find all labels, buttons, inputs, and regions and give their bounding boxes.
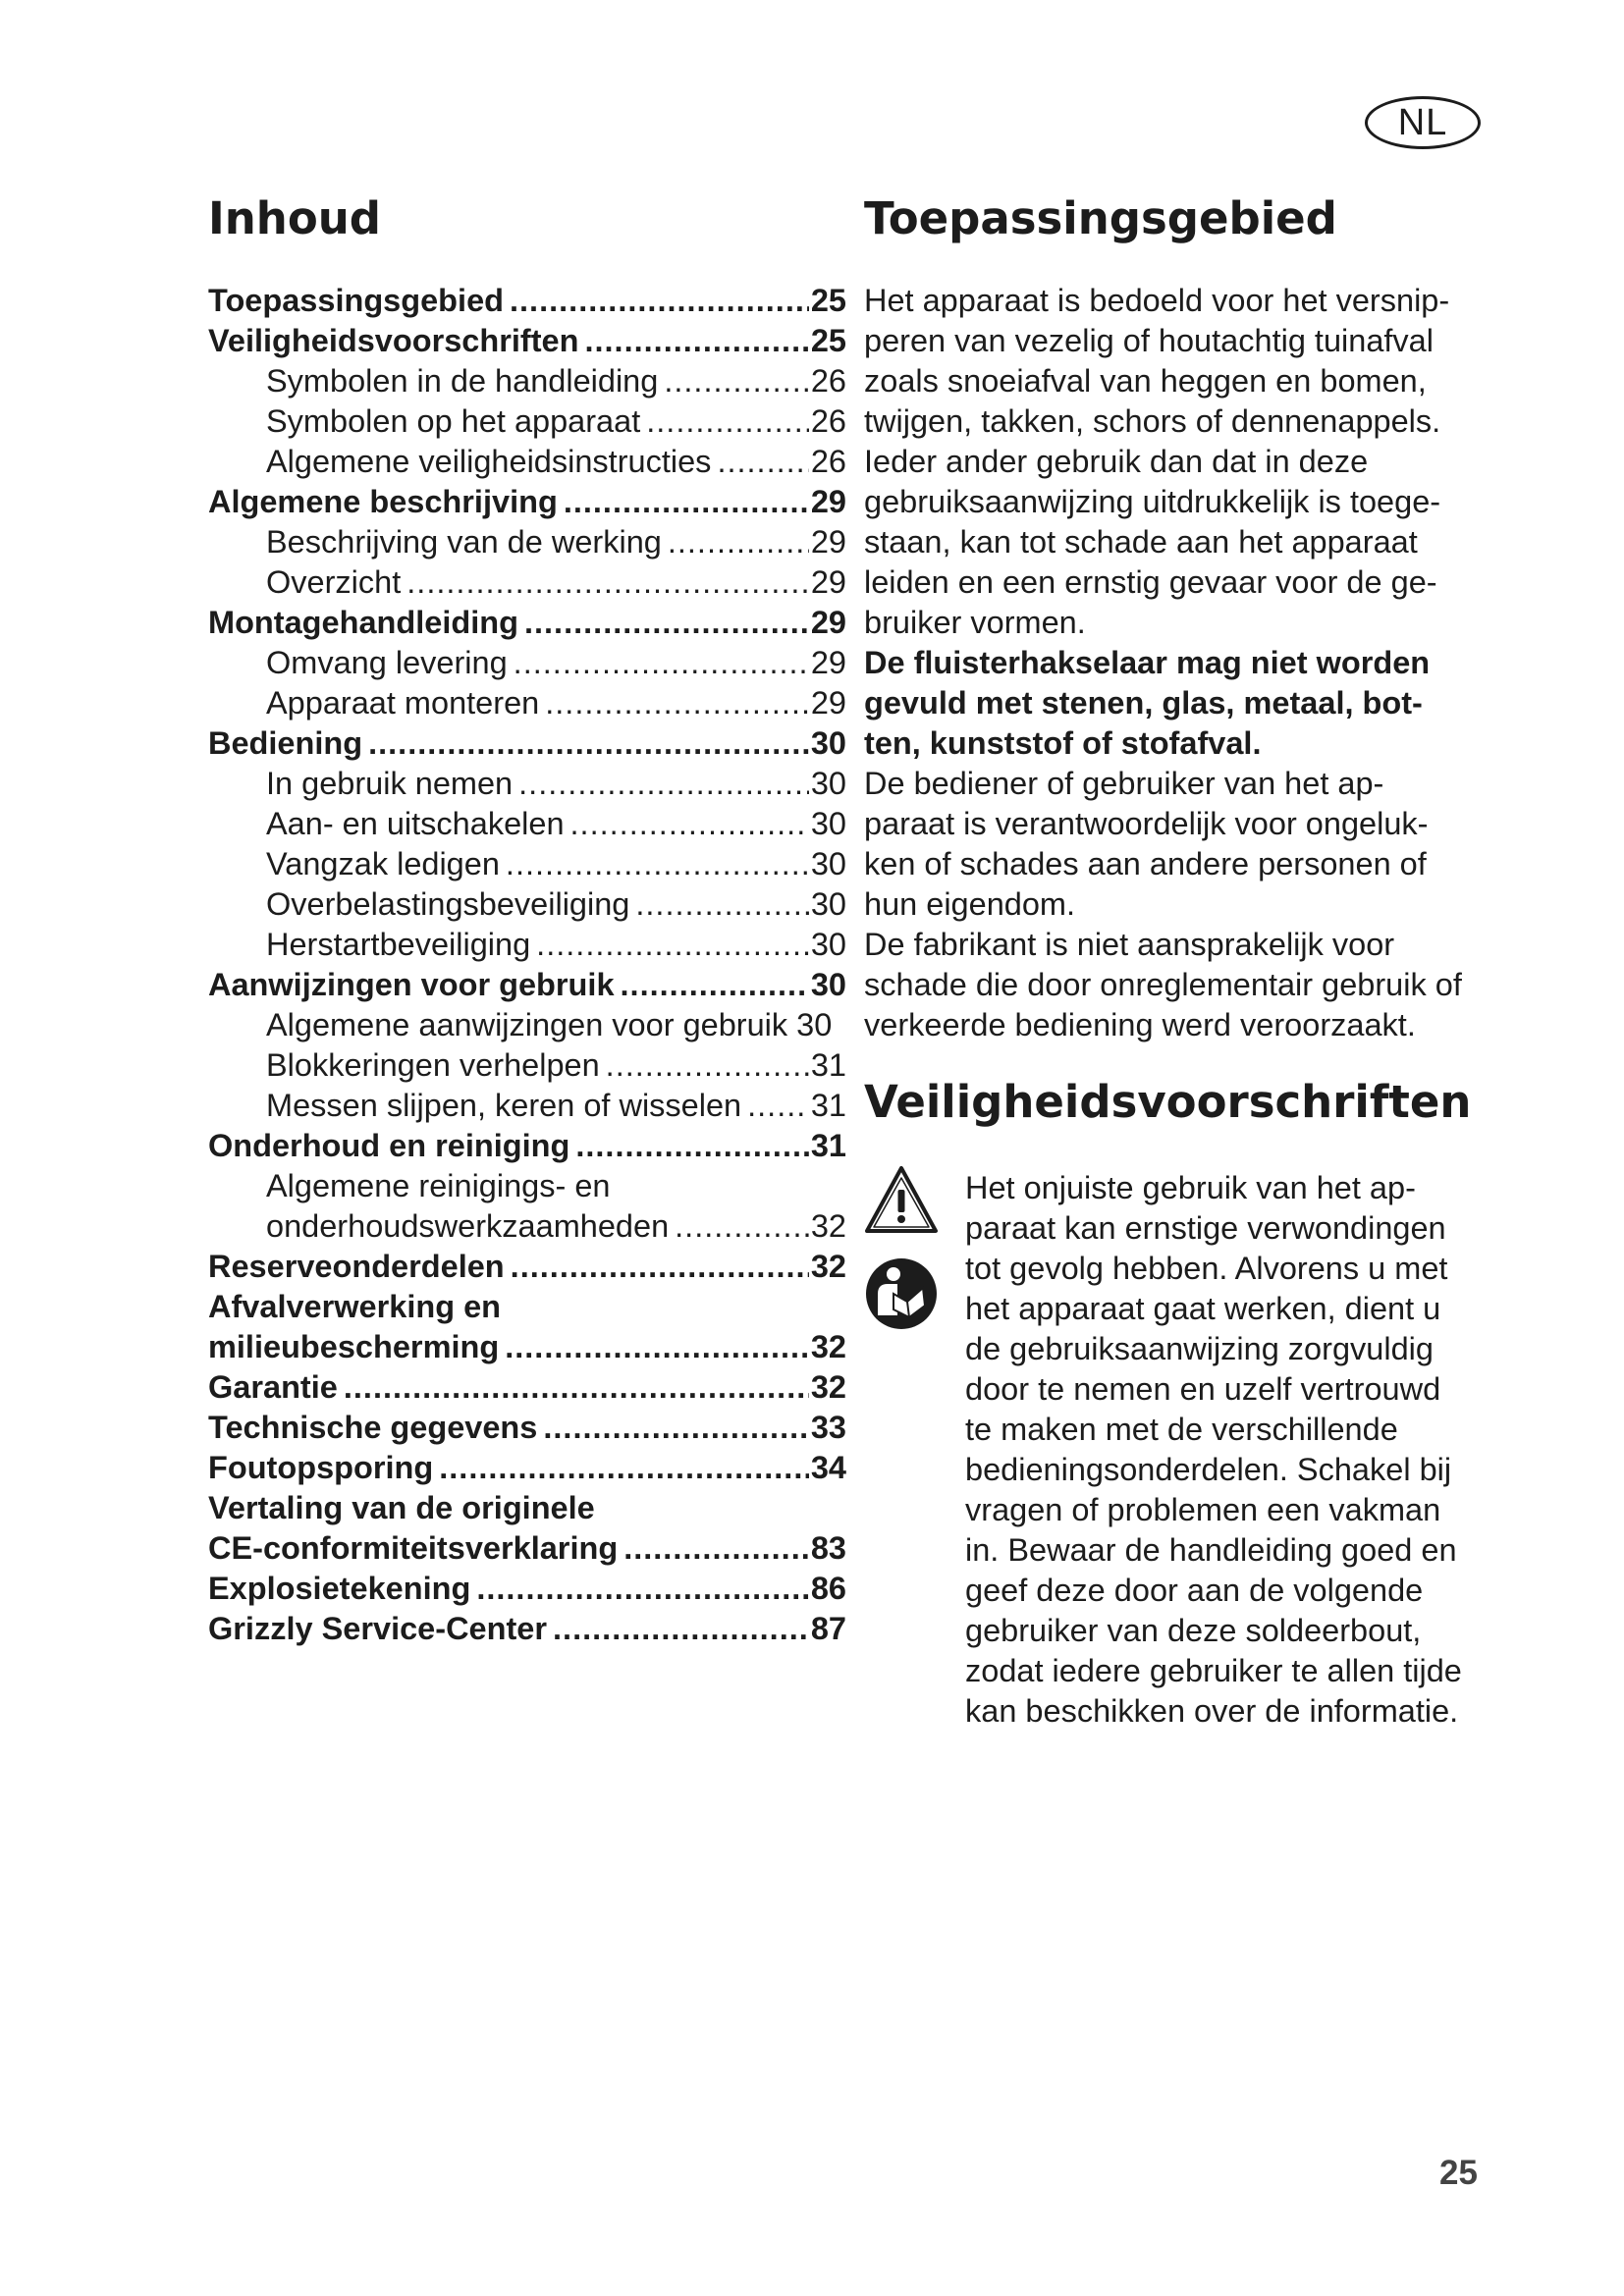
toc-dot-leader (506, 844, 809, 884)
toc-entry (208, 1488, 846, 1528)
toc-entry-title: Montagehandleiding (208, 605, 518, 640)
scope-text-line: zoals snoeiafval van heggen en bomen, (864, 363, 1427, 399)
page-number: 25 (1439, 2154, 1478, 2192)
toc-dot-leader (635, 884, 808, 925)
safety-text-line: kan beschikken over de informatie. (965, 1693, 1459, 1729)
toc-entry-title: Algemene reinigings- en (266, 1168, 611, 1203)
toc-entry-title: Reserveonderdelen (208, 1249, 505, 1284)
toc-page-number: 32 (810, 1329, 846, 1364)
toc-page-number: 26 (810, 444, 846, 479)
toc-entry (208, 1609, 846, 1649)
toc-page-number: 30 (810, 967, 846, 1002)
toc-entry-title: Afvalverwerking en (208, 1289, 502, 1324)
safety-text-line: te maken met de verschillende (965, 1412, 1398, 1447)
scope-text-line: Het apparaat is bedoeld voor het versnip- (864, 283, 1450, 318)
toc-entry (208, 1408, 846, 1448)
read-manual-icon (864, 1256, 939, 1331)
toc-entry (208, 321, 846, 361)
toc-dot-leader (518, 764, 809, 804)
toc-page-number: 30 (810, 927, 846, 962)
toc-page-number: 29 (810, 685, 846, 721)
safety-text-line: paraat kan ernstige verwondingen (965, 1210, 1446, 1246)
toc-dot-leader (621, 965, 809, 1005)
toc-title: Inhoud (208, 192, 381, 244)
safety-text-line: Het onjuiste gebruik van het ap- (965, 1170, 1416, 1205)
scope-warning-line: ten, kunststof of stofafval. (864, 725, 1262, 761)
toc-subentry (208, 562, 846, 603)
toc-entry (208, 723, 846, 764)
safety-text-line: door te nemen en uzelf vertrouwd (965, 1371, 1441, 1407)
scope-text-line: leiden en een ernstig gevaar voor de ge- (864, 564, 1437, 600)
toc-dot-leader (439, 1448, 809, 1488)
toc-entry (208, 965, 846, 1005)
safety-text-line: in. Bewaar de handleiding goed en (965, 1532, 1457, 1568)
toc-dot-leader (646, 401, 809, 442)
toc-subentry (208, 643, 846, 683)
toc-entry-title: Overzicht (266, 564, 402, 600)
scope-title: Toepassingsgebied (864, 192, 1337, 244)
toc-page-number: 29 (810, 564, 846, 600)
toc-entry-title: Grizzly Service-Center (208, 1611, 548, 1646)
toc-entry-title: Vangzak ledigen (266, 846, 500, 881)
toc-page-number: 29 (810, 524, 846, 560)
toc-page-number: 29 (810, 645, 846, 680)
toc-entry (208, 482, 846, 522)
toc-dot-leader (623, 1528, 809, 1569)
toc-dot-leader (514, 643, 809, 683)
toc-dot-leader (511, 1247, 809, 1287)
toc-entry (208, 1287, 846, 1327)
toc-dot-leader (717, 442, 808, 482)
toc-page-number: 30 (810, 846, 846, 881)
safety-title: Veiligheidsvoorschriften (864, 1076, 1472, 1128)
toc-subentry (208, 522, 846, 562)
toc-dot-leader (564, 482, 809, 522)
toc-dot-leader (675, 1206, 809, 1247)
toc-page-number: 30 (810, 886, 846, 922)
toc-subentry (208, 844, 846, 884)
scope-text-line: staan, kan tot schade aan het apparaat (864, 524, 1418, 560)
scope-text-line: bruiker vormen. (864, 605, 1086, 640)
toc-entry-title: Blokkeringen verhelpen (266, 1047, 600, 1083)
toc-page-number: 29 (810, 484, 846, 519)
toc-entry (208, 1247, 846, 1287)
scope-text-line: verkeerde bediening werd veroorzaakt. (864, 1007, 1416, 1042)
toc-page-number: 25 (810, 283, 846, 318)
scope-text-line: peren van vezelig of houtachtig tuinafval (864, 323, 1434, 358)
toc-entry-title: Symbolen in de handleiding (266, 363, 659, 399)
toc-entry-title: Algemene aanwijzingen voor gebruik 30 (266, 1007, 833, 1042)
toc-entry-title: Herstartbeveiliging (266, 927, 531, 962)
safety-text-line: tot gevolg hebben. Alvorens u met (965, 1251, 1448, 1286)
toc-page-number: 26 (810, 403, 846, 439)
toc-subentry (208, 925, 846, 965)
toc-dot-leader (668, 522, 809, 562)
toc-dot-leader (505, 1327, 809, 1367)
toc-subentry (208, 1005, 846, 1045)
toc-entry (208, 1528, 846, 1569)
toc-dot-leader (545, 683, 809, 723)
toc-entry-title: Algemene beschrijving (208, 484, 558, 519)
safety-text-line: bedieningsonderdelen. Schakel bij (965, 1452, 1452, 1487)
toc-entry-title: Veiligheidsvoorschriften (208, 323, 579, 358)
toc-dot-leader (543, 1408, 808, 1448)
toc-entry-title: milieubescherming (208, 1329, 500, 1364)
scope-text-line: De bediener of gebruiker van het ap- (864, 766, 1384, 801)
toc-entry-title: CE-conformiteitsverklaring (208, 1530, 619, 1566)
toc-subentry (208, 401, 846, 442)
toc-dot-leader (606, 1045, 809, 1086)
scope-text-line: gebruiksaanwijzing uitdrukkelijk is toege- (864, 484, 1441, 519)
scope-text-line: paraat is verantwoordelijk voor ongeluk- (864, 806, 1429, 841)
scope-text-line: schade die door onreglementair gebruik of (864, 967, 1462, 1002)
toc-dot-leader (510, 281, 809, 321)
toc-dot-leader (584, 321, 808, 361)
safety-text-line: vragen of problemen een vakman (965, 1492, 1441, 1527)
toc-dot-leader (664, 361, 809, 401)
language-badge: NL (1365, 96, 1481, 149)
toc-dot-leader (368, 723, 809, 764)
toc-subentry (208, 764, 846, 804)
toc-page-number: 33 (810, 1410, 846, 1445)
scope-warning-line: gevuld met stenen, glas, metaal, bot- (864, 685, 1423, 721)
scope-text-line: hun eigendom. (864, 886, 1076, 922)
toc-subentry (208, 1045, 846, 1086)
toc-entry (208, 603, 846, 643)
toc-dot-leader (536, 925, 809, 965)
toc-page-number: 83 (810, 1530, 846, 1566)
toc-entry-title: Onderhoud en reiniging (208, 1128, 570, 1163)
toc-subentry (208, 804, 846, 844)
toc-entry (208, 1126, 846, 1166)
toc-page-number: 31 (810, 1088, 846, 1123)
toc-subentry (208, 884, 846, 925)
toc-entry (208, 1367, 846, 1408)
scope-text-line: ken of schades aan andere personen of (864, 846, 1427, 881)
toc-entry-title: Garantie (208, 1369, 338, 1405)
toc-page-number: 30 (810, 766, 846, 801)
toc-page-number: 32 (810, 1249, 846, 1284)
toc-dot-leader (553, 1609, 809, 1649)
toc-page-number: 31 (810, 1047, 846, 1083)
toc-subentry (208, 1166, 846, 1206)
toc-page-number: 30 (810, 806, 846, 841)
toc-page-number: 86 (810, 1571, 846, 1606)
safety-text-line: zodat iedere gebruiker te allen tijde (965, 1653, 1462, 1688)
table-of-contents (208, 281, 846, 1649)
toc-entry-title: Symbolen op het apparaat (266, 403, 641, 439)
scope-paragraph (864, 281, 1492, 1045)
safety-paragraph (965, 1168, 1495, 1732)
toc-entry (208, 1448, 846, 1488)
toc-subentry (208, 442, 846, 482)
toc-entry-title: Omvang levering (266, 645, 508, 680)
toc-entry-title: Toepassingsgebied (208, 283, 504, 318)
toc-entry-title: Bediening (208, 725, 363, 761)
toc-entry-title: In gebruik nemen (266, 766, 514, 801)
scope-text-line: Ieder ander gebruik dan dat in deze (864, 444, 1369, 479)
scope-text-line: De fabrikant is niet aansprakelijk voor (864, 927, 1395, 962)
toc-page-number: 32 (810, 1369, 846, 1405)
safety-text-line: gebruiker van deze soldeerbout, (965, 1613, 1422, 1648)
safety-text-line: geef deze door aan de volgende (965, 1573, 1424, 1608)
toc-dot-leader (575, 1126, 809, 1166)
toc-subentry (208, 361, 846, 401)
toc-entry-title: Algemene veiligheidsinstructies (266, 444, 712, 479)
toc-dot-leader (344, 1367, 809, 1408)
scope-warning-line: De fluisterhakselaar mag niet worden (864, 645, 1431, 680)
toc-page-number: 25 (810, 323, 846, 358)
toc-dot-leader (747, 1086, 809, 1126)
scope-text-line: twijgen, takken, schors of dennenappels. (864, 403, 1441, 439)
toc-page-number: 30 (810, 725, 846, 761)
toc-entry-title: onderhoudswerkzaamheden (266, 1208, 670, 1244)
toc-entry-title: Messen slijpen, keren of wisselen (266, 1088, 742, 1123)
safety-text-line: de gebruiksaanwijzing zorgvuldig (965, 1331, 1434, 1366)
toc-entry-title: Technische gegevens (208, 1410, 538, 1445)
toc-dot-leader (406, 562, 809, 603)
toc-entry-title: Beschrijving van de werking (266, 524, 662, 560)
toc-entry (208, 1569, 846, 1609)
warning-triangle-icon (864, 1164, 939, 1235)
toc-page-number: 26 (810, 363, 846, 399)
toc-entry-title: Vertaling van de originele (208, 1490, 595, 1525)
toc-page-number: 34 (810, 1450, 846, 1485)
toc-entry (208, 281, 846, 321)
safety-text-line: het apparaat gaat werken, dient u (965, 1291, 1441, 1326)
toc-entry-title: Overbelastingsbeveiliging (266, 886, 630, 922)
toc-entry (208, 1327, 846, 1367)
toc-entry-title: Explosietekening (208, 1571, 471, 1606)
toc-entry-title: Apparaat monteren (266, 685, 540, 721)
toc-subentry (208, 1206, 846, 1247)
toc-entry-title: Foutopsporing (208, 1450, 434, 1485)
toc-subentry (208, 683, 846, 723)
toc-page-number: 29 (810, 605, 846, 640)
toc-dot-leader (570, 804, 809, 844)
toc-entry-title: Aanwijzingen voor gebruik (208, 967, 615, 1002)
toc-dot-leader (476, 1569, 809, 1609)
toc-page-number: 32 (810, 1208, 846, 1244)
toc-subentry (208, 1086, 846, 1126)
toc-dot-leader (524, 603, 809, 643)
toc-page-number: 31 (810, 1128, 846, 1163)
toc-entry-title: Aan- en uitschakelen (266, 806, 565, 841)
toc-page-number: 87 (810, 1611, 846, 1646)
